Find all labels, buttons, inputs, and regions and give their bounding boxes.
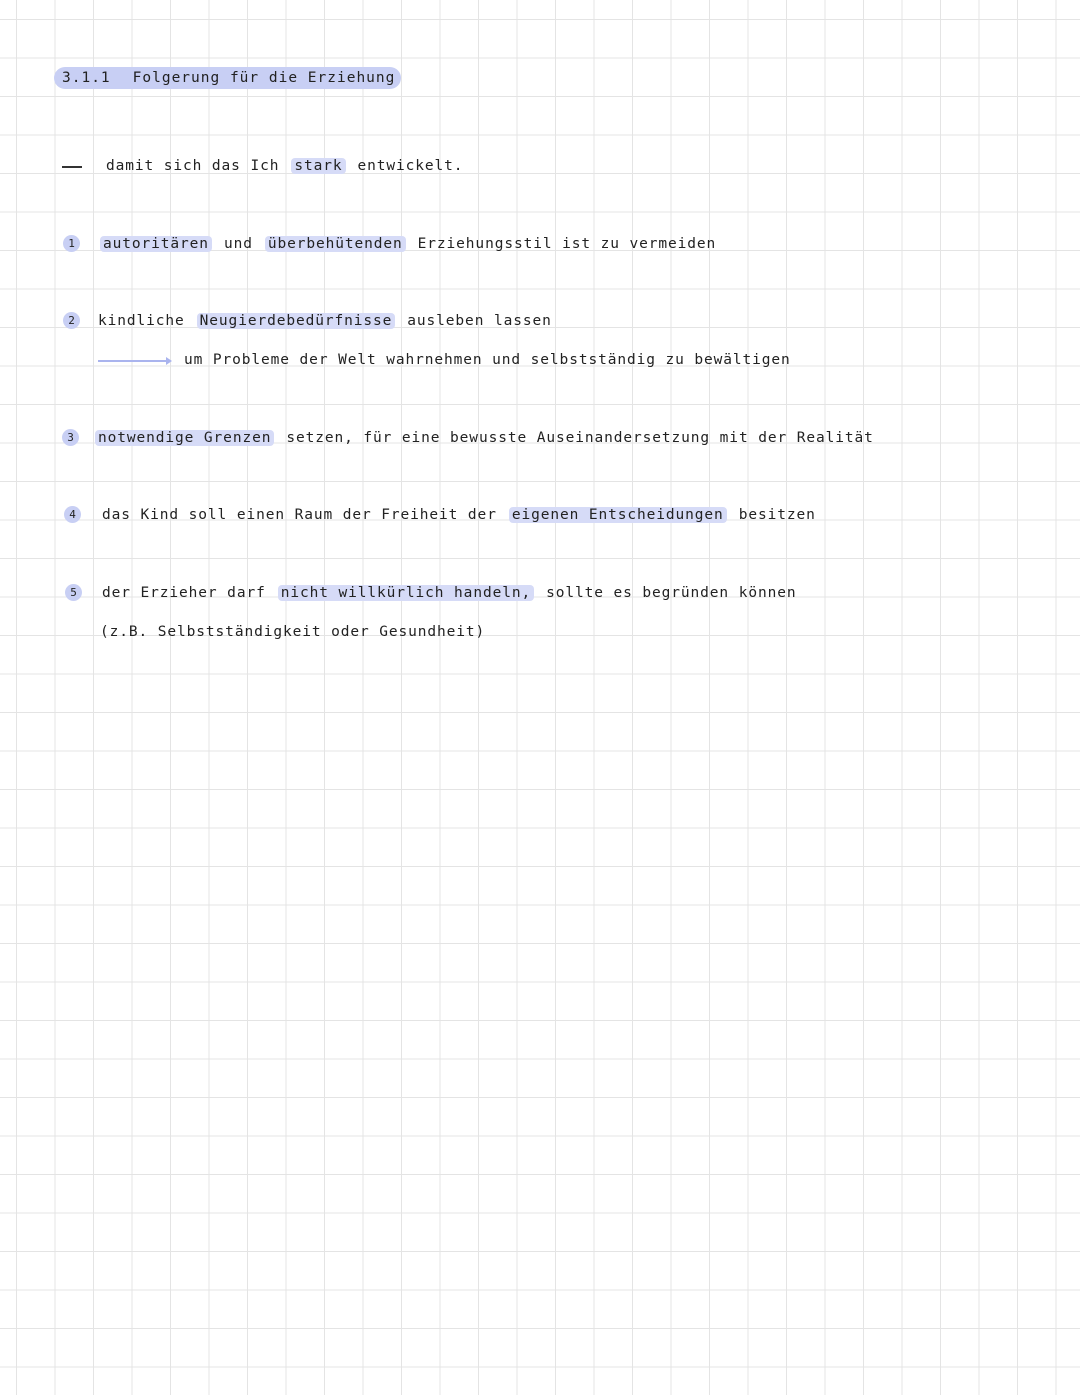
item-text-highlight: überbehütenden [265, 236, 406, 252]
item-text: und [223, 236, 253, 252]
dash-marker [62, 166, 82, 168]
item-text-highlight: notwendige Grenzen [95, 430, 274, 446]
item-subline: um Probleme der Welt wahrnehmen und selbstständig zu bewältigen [184, 352, 791, 368]
item-text-highlight: eigenen Entscheidungen [509, 507, 727, 523]
intro-text-end: entwickelt. [357, 158, 464, 174]
list-item [100, 233, 716, 255]
arrow-icon [98, 360, 170, 362]
item-text-highlight: nicht willkürlich handeln, [278, 585, 534, 601]
item-text-highlight: Neugierdebedürfnisse [197, 313, 396, 329]
item-text: der Erzieher darf [102, 585, 266, 601]
item-number-badge: 3 [62, 429, 79, 446]
list-item [95, 427, 874, 449]
item-number-badge: 1 [63, 235, 80, 252]
item-text: das Kind soll einen Raum der Freiheit der [102, 507, 497, 523]
item-text: ausleben lassen [407, 313, 552, 329]
item-number-badge: 2 [63, 312, 80, 329]
list-item [102, 504, 816, 526]
item-text: kindliche [98, 313, 185, 329]
item-text: setzen, für eine bewusste Auseinandersetzung mit der Realität [286, 430, 874, 446]
list-item [98, 310, 552, 332]
item-number-badge: 4 [64, 506, 81, 523]
item-text: sollte es begründen können [546, 585, 797, 601]
item-number-badge: 5 [65, 584, 82, 601]
item-text: besitzen [738, 507, 816, 523]
section-heading [54, 67, 401, 89]
item-subline: (z.B. Selbstständigkeit oder Gesundheit) [100, 624, 486, 640]
section-number: 3.1.1 [62, 70, 111, 86]
section-title: Folgerung für die Erziehung [132, 70, 396, 86]
list-item [102, 582, 796, 604]
intro-text: damit sich das Ich [106, 158, 280, 174]
item-text-highlight: autoritären [100, 236, 212, 252]
intro-highlight: stark [291, 158, 345, 174]
intro-line [106, 155, 463, 177]
item-text: Erziehungsstil ist zu vermeiden [417, 236, 717, 252]
